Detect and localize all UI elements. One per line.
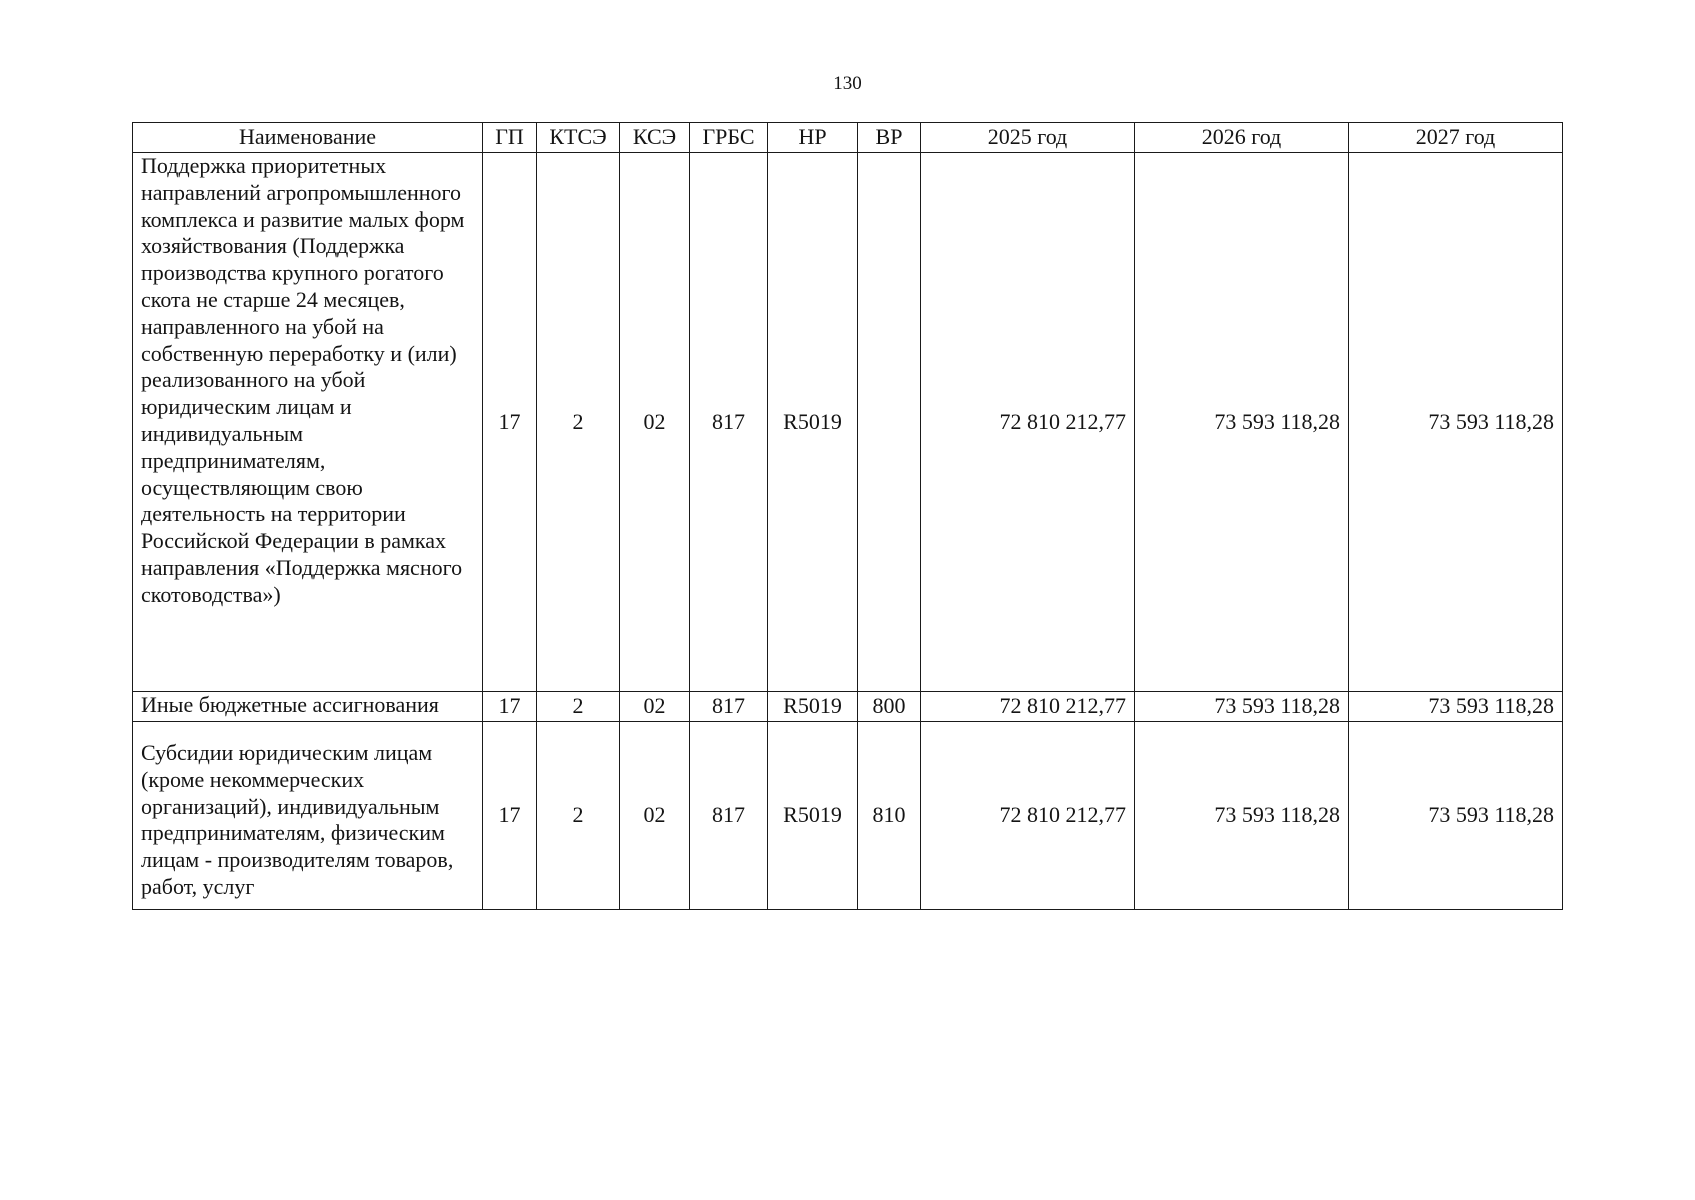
row-kse: 02 — [620, 722, 690, 910]
row-2025: 72 810 212,77 — [921, 692, 1135, 722]
row-2027: 73 593 118,28 — [1349, 692, 1563, 722]
row-gp: 17 — [483, 722, 537, 910]
page-number: 130 — [833, 73, 862, 94]
header-name: Наименование — [133, 123, 483, 153]
row-ktse: 2 — [537, 722, 620, 910]
header-2027: 2027 год — [1349, 123, 1563, 153]
row-grbs: 817 — [690, 722, 768, 910]
header-ktse: КТСЭ — [537, 123, 620, 153]
header-2025: 2025 год — [921, 123, 1135, 153]
row-2027: 73 593 118,28 — [1349, 153, 1563, 692]
row-grbs: 817 — [690, 692, 768, 722]
table-row — [133, 722, 1563, 910]
header-kse: КСЭ — [620, 123, 690, 153]
row-2026: 73 593 118,28 — [1135, 153, 1349, 692]
row-ktse: 2 — [537, 692, 620, 722]
row-grbs: 817 — [690, 153, 768, 692]
row-2027: 73 593 118,28 — [1349, 722, 1563, 910]
row-vr: 810 — [858, 722, 921, 910]
row-ktse: 2 — [537, 153, 620, 692]
table-header-row — [133, 123, 1563, 153]
row-kse: 02 — [620, 153, 690, 692]
header-2026: 2026 год — [1135, 123, 1349, 153]
row-nr: R5019 — [768, 722, 858, 910]
budget-table — [132, 122, 1563, 910]
table-row — [133, 692, 1563, 722]
header-nr: НР — [768, 123, 858, 153]
row-nr: R5019 — [768, 153, 858, 692]
row-2026: 73 593 118,28 — [1135, 692, 1349, 722]
row-gp: 17 — [483, 692, 537, 722]
row-nr: R5019 — [768, 692, 858, 722]
row-name: Иные бюджетные ассигнования — [133, 692, 483, 722]
row-kse: 02 — [620, 692, 690, 722]
row-name: Субсидии юридическим лицам (кроме некоммерческих организаций), индивидуальным предпринимателям, физическим лицам - производителям товаров, работ, услуг — [133, 722, 483, 910]
header-vr: ВР — [858, 123, 921, 153]
row-2025: 72 810 212,77 — [921, 153, 1135, 692]
row-2025: 72 810 212,77 — [921, 722, 1135, 910]
row-2026: 73 593 118,28 — [1135, 722, 1349, 910]
table-row — [133, 153, 1563, 692]
header-gp: ГП — [483, 123, 537, 153]
row-vr — [858, 153, 921, 692]
row-vr: 800 — [858, 692, 921, 722]
row-gp: 17 — [483, 153, 537, 692]
header-grbs: ГРБС — [690, 123, 768, 153]
row-name: Поддержка приоритетных направлений агропромышленного комплекса и развитие малых форм хозяйствования (Поддержка производства крупного рогатого скота не старше 24 месяцев, направленного на убой на собственную переработку и (или) реализованного на убой юридическим лицам и индивидуальным предпринимателям, осуществляющим свою деятельность на территории Российской Федерации в рамках направления «Поддержка мясного скотоводства») — [133, 153, 483, 692]
